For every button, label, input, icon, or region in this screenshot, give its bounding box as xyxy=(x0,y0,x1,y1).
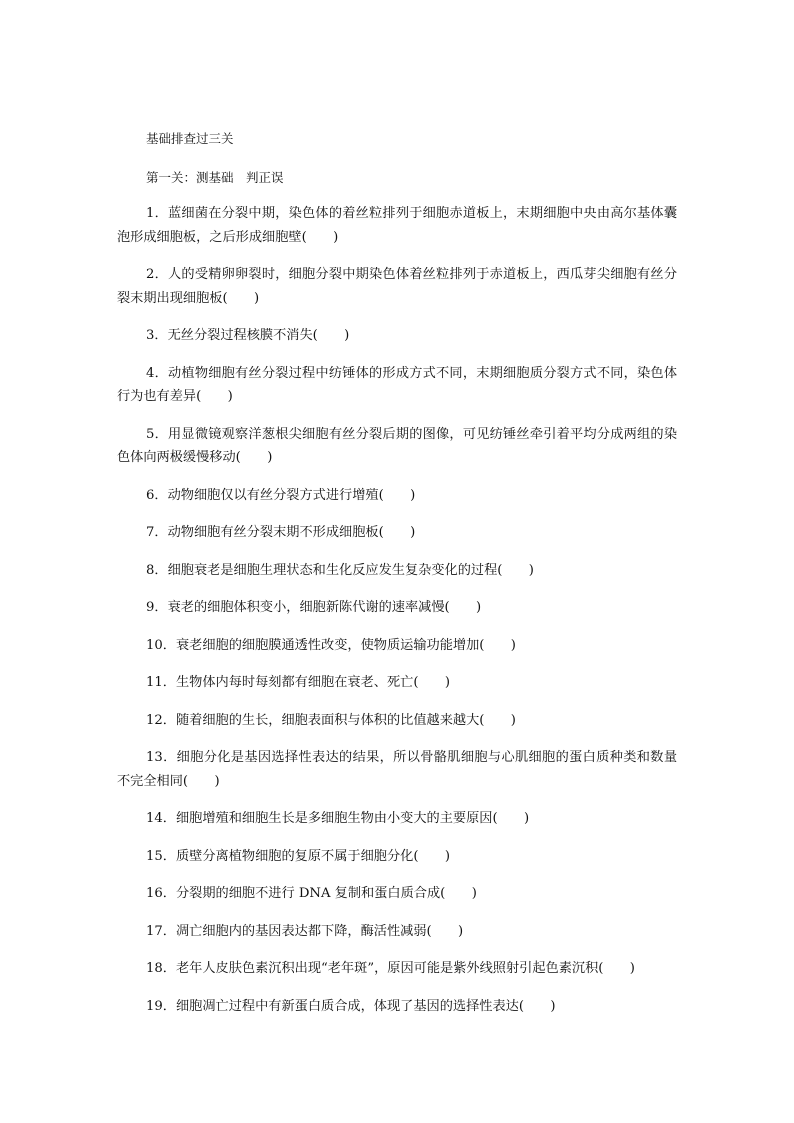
question-item xyxy=(117,845,677,869)
question-text: 细胞衰老是细胞生理状态和生化反应发生复杂变化的过程( ) xyxy=(167,562,534,578)
question-item xyxy=(117,957,677,981)
document-page xyxy=(117,129,677,1032)
question-text: 衰老细胞的细胞膜通透性改变，使物质运输功能增加( ) xyxy=(175,637,516,653)
question-text: 生物体内每时每刻都有细胞在衰老、死亡( ) xyxy=(175,675,451,690)
section-title: 基础排查过三关 xyxy=(146,131,234,146)
question-item xyxy=(117,671,677,695)
question-number: 6． xyxy=(146,487,168,503)
question-item xyxy=(117,423,677,470)
question-list xyxy=(117,202,677,1018)
question-item xyxy=(117,709,677,733)
question-number: 17． xyxy=(146,923,176,939)
question-text: 蓝细菌在分裂中期，染色体的着丝粒排列于细胞赤道板上，末期细胞中央由高尔基体囊泡形成细胞板，之后形成细胞壁( ) xyxy=(117,206,678,245)
question-text: 随着细胞的生长，细胞表面积与体积的比值越来越大( ) xyxy=(175,712,516,728)
question-number: 14． xyxy=(146,811,176,826)
question-text: 细胞凋亡过程中有新蛋白质合成，体现了基因的选择性表达( ) xyxy=(175,998,556,1014)
question-item xyxy=(117,920,677,944)
question-text: 凋亡细胞内的基因表达都下降，酶活性减弱( ) xyxy=(175,923,464,939)
question-text: 动物细胞有丝分裂末期不形成细胞板( ) xyxy=(167,525,416,540)
question-text: 细胞分化是基因选择性表达的结果，所以骨骼肌细胞与心肌细胞的蛋白质种类和数量不完全相同( ) xyxy=(117,750,678,789)
question-item xyxy=(117,263,677,310)
question-item xyxy=(117,882,677,906)
question-number: 9． xyxy=(146,600,168,615)
question-number: 1． xyxy=(146,206,169,221)
question-number: 4． xyxy=(146,365,169,381)
question-item xyxy=(117,559,677,583)
question-text: 衰老的细胞体积变小，细胞新陈代谢的速率减慢( ) xyxy=(167,600,482,615)
question-item xyxy=(117,521,677,545)
question-text: 老年人皮肤色素沉积出现“老年斑”，原因可能是紫外线照射引起色素沉积( ) xyxy=(175,961,635,976)
question-text: 细胞增殖和细胞生长是多细胞生物由小变大的主要原因( ) xyxy=(175,811,530,826)
question-number: 15． xyxy=(146,848,176,864)
question-text: 分裂期的细胞不进行 DNA 复制和蛋白质合成( ) xyxy=(175,886,477,901)
question-item xyxy=(117,202,677,249)
question-text: 质壁分离植物细胞的复原不属于细胞分化( ) xyxy=(175,848,451,864)
question-item xyxy=(117,807,677,831)
question-text: 人的受精卵卵裂时，细胞分裂中期染色体着丝粒排列于赤道板上，西瓜芽尖细胞有丝分裂末期出现细胞板( ) xyxy=(117,267,678,306)
question-text: 无丝分裂过程核膜不消失( ) xyxy=(167,328,350,343)
question-number: 19． xyxy=(146,998,176,1014)
question-number: 2． xyxy=(146,267,169,282)
question-item xyxy=(117,995,677,1019)
question-number: 10． xyxy=(146,637,176,653)
question-item xyxy=(117,746,677,793)
question-number: 11． xyxy=(146,675,176,690)
question-text: 用显微镜观察洋葱根尖细胞有丝分裂后期的图像，可见纺锤丝牵引着平均分成两组的染色体向两极缓慢移动( ) xyxy=(117,426,678,465)
question-number: 5． xyxy=(146,426,169,442)
question-item xyxy=(117,324,677,348)
question-number: 16． xyxy=(146,886,176,901)
question-item xyxy=(117,362,677,409)
question-item xyxy=(117,634,677,658)
question-text: 动植物细胞有丝分裂过程中纺锤体的形成方式不同，末期细胞质分裂方式不同，染色体行为也有差异( ) xyxy=(117,365,678,404)
sub-title: 第一关：测基础 判正误 xyxy=(146,170,284,185)
question-number: 7． xyxy=(146,525,168,540)
question-item xyxy=(117,484,677,508)
question-number: 12． xyxy=(146,712,176,728)
question-number: 3． xyxy=(146,328,168,343)
question-number: 13． xyxy=(146,750,177,765)
question-number: 18． xyxy=(146,961,176,976)
question-item xyxy=(117,596,677,620)
question-text: 动物细胞仅以有丝分裂方式进行增殖( ) xyxy=(167,487,416,503)
question-number: 8． xyxy=(146,562,168,578)
